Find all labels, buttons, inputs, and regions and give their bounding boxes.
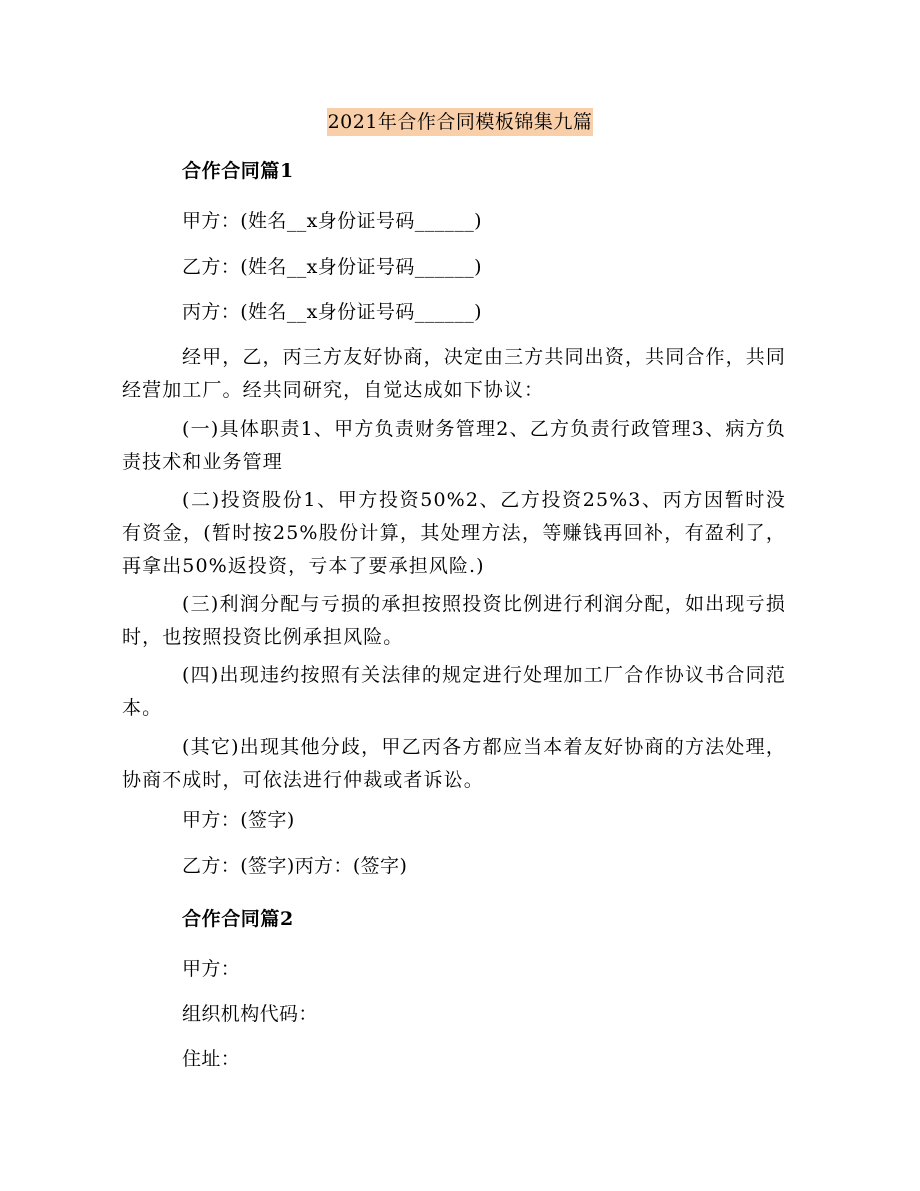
party-c-line: 丙方：(姓名__x身份证号码______): [182, 301, 482, 323]
clause-2-paragraph: (二)投资股份1、甲方投资50%2、乙方投资25%3、丙方因暂时没有资金，(暂时按25%股份计算，其处理方法，等赚钱再回补，有盈利了，再拿出50%返投资，亏本了要承担风险.): [122, 489, 786, 577]
intro-paragraph: 经甲，乙，丙三方友好协商，决定由三方共同出资，共同合作，共同经营加工厂。经共同研究，自觉达成如下协议：: [122, 346, 786, 401]
section1-heading: 合作合同篇1: [182, 160, 294, 182]
org-code-line: 组织机构代码：: [182, 1003, 318, 1025]
clause-5-paragraph: (其它)出现其他分歧，甲乙丙各方都应当本着友好协商的方法处理，协商不成时，可依法进行仲裁或者诉讼。: [122, 736, 786, 791]
section2-party-a: 甲方：: [182, 958, 241, 980]
clause-1-paragraph: (一)具体职责1、甲方负责财务管理2、乙方负责行政管理3、病方负责技术和业务管理: [122, 418, 786, 473]
clause-4-paragraph: (四)出现违约按照有关法律的规定进行处理加工厂合作协议书合同范本。: [122, 664, 786, 719]
party-a-line: 甲方：(姓名__x身份证号码______): [182, 210, 482, 232]
sign-party-b-c: 乙方：(签字)丙方：(签字): [182, 855, 408, 877]
section2-heading: 合作合同篇2: [182, 908, 294, 930]
sign-party-a: 甲方：(签字): [182, 809, 295, 831]
party-b-line: 乙方：(姓名__x身份证号码______): [182, 256, 482, 278]
clause-3-paragraph: (三)利润分配与亏损的承担按照投资比例进行利润分配，如出现亏损时，也按照投资比例承担风险。: [122, 593, 786, 648]
document-title: 2021年合作合同模板锦集九篇: [327, 108, 594, 136]
title-container: [0, 108, 920, 136]
address-line: 住址：: [182, 1048, 241, 1070]
